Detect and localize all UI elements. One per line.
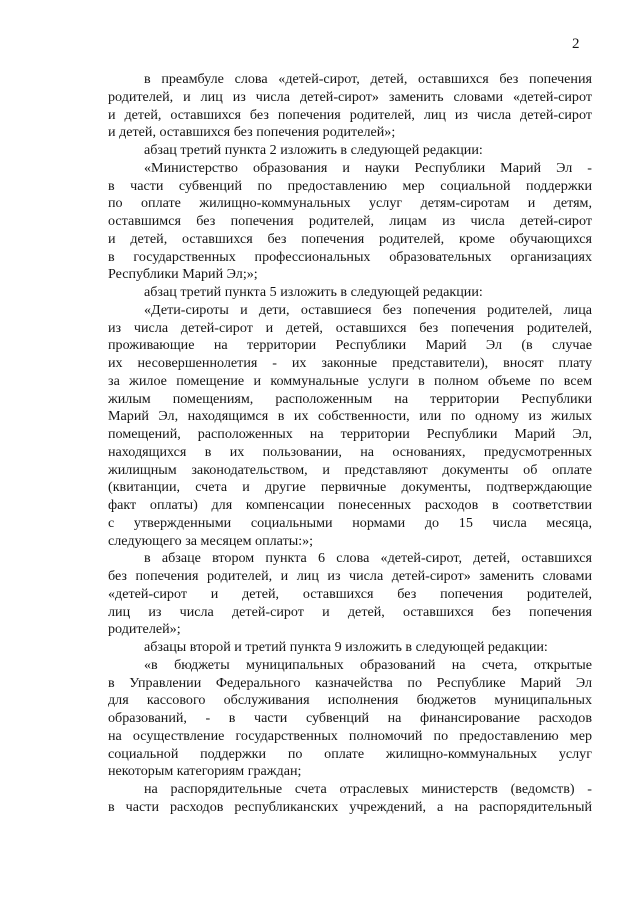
text-line: в Управлении Федерального казначейства по Республике Марий Эл	[108, 674, 592, 691]
text-line: абзац третий пункта 5 изложить в следующей редакции:	[144, 284, 483, 300]
paragraph	[108, 657, 592, 781]
text-line: и детей, оставшихся без попечения родителей»;	[108, 124, 396, 141]
paragraph	[108, 550, 592, 639]
text-line: за жилое помещение и коммунальные услуги в полном объеме по всем	[108, 372, 592, 389]
text-line: (квитанции, счета и другие первичные документы, подтверждающие	[108, 479, 592, 496]
text-line: из числа детей-сирот и детей, оставшихся без попечения родителей,	[108, 319, 592, 336]
text-line: социальной поддержки по оплате жилищно-коммунальных услуг	[108, 745, 592, 762]
text-line: на распорядительные счета отраслевых министерств (ведомств) -	[144, 781, 592, 797]
paragraph	[108, 160, 592, 284]
text-line: «детей-сирот и детей, оставшихся без попечения родителей,	[108, 585, 592, 602]
text-line: и детей, оставшихся без попечения родителей, кроме обучающихся	[108, 230, 592, 247]
text-line: в абзаце втором пункта 6 слова «детей-сирот, детей, оставшихся	[144, 550, 592, 567]
text-line: для кассового обслуживания исполнения бюджетов муниципальных	[108, 692, 592, 709]
text-line: в государственных профессиональных образовательных организациях	[108, 248, 592, 265]
text-line: абзац третий пункта 2 изложить в следующей редакции:	[144, 142, 483, 158]
text-line: в части субвенций по предоставлению мер социальной поддержки	[108, 177, 592, 194]
text-line: на осуществление государственных полномочий по предоставлению мер	[108, 727, 592, 744]
text-line: родителей, и лиц из числа детей-сирот» заменить словами «детей-сирот	[108, 88, 592, 105]
paragraph	[108, 302, 592, 551]
text-line: Республики Марий Эл;»;	[108, 266, 258, 283]
text-line: без попечения родителей, и лиц из числа детей-сирот» заменить словами	[108, 568, 592, 584]
text-line: лиц из числа детей-сирот и детей, оставшихся без попечения	[108, 603, 592, 620]
document-body	[108, 71, 592, 817]
text-line: жилым помещениям, расположенным на территории Республики	[108, 390, 592, 407]
paragraph	[108, 142, 592, 160]
text-line: их несовершеннолетия - их законные представители), вносят плату	[108, 355, 592, 371]
page-number: 2	[572, 36, 580, 52]
paragraph	[108, 639, 592, 657]
text-line: «Министерство образования и науки Республики Марий Эл -	[144, 159, 592, 176]
text-line: следующего за месяцем оплаты:»;	[108, 532, 314, 549]
text-line: проживающие на территории Республики Марий Эл (в случае	[108, 337, 592, 354]
paragraph	[108, 71, 592, 142]
text-line: по оплате жилищно-коммунальных услуг детям-сиротам и детям,	[108, 195, 592, 212]
text-line: и детей, оставшихся без попечения родителей, лиц из числа детей-сирот	[108, 106, 592, 123]
text-line: в преамбуле слова «детей-сирот, детей, оставшихся без попечения	[144, 71, 592, 87]
text-line: «Дети-сироты и дети, оставшиеся без попечения родителей, лица	[144, 301, 592, 318]
text-line: оставшимся без попечения родителей, лицам из числа детей-сирот	[108, 213, 592, 229]
text-line: абзацы второй и третий пункта 9 изложить в следующей редакции:	[144, 639, 548, 655]
paragraph	[108, 781, 592, 817]
text-line: факт оплаты) для компенсации понесенных расходов в соответствии	[108, 497, 592, 513]
text-line: некоторым категориям граждан;	[108, 763, 302, 780]
text-line: родителей»;	[108, 621, 181, 638]
text-line: в части расходов республиканских учреждений, а на распорядительный	[108, 798, 592, 815]
text-line: «в бюджеты муниципальных образований на счета, открытые	[144, 656, 592, 673]
text-line: Марий Эл, находящимся в их собственности, или по одному из жилых	[108, 408, 592, 425]
paragraph	[108, 284, 592, 302]
text-line: с утвержденными социальными нормами до 15 числа месяца,	[108, 514, 592, 531]
text-line: помещений, расположенных на территории Республики Марий Эл,	[108, 426, 592, 442]
text-line: находящихся в их пользовании, на основаниях, предусмотренных	[108, 443, 592, 460]
text-line: жилищным законодательством, и представляют документы об оплате	[108, 461, 592, 478]
text-line: образований, - в части субвенций на финансирование расходов	[108, 710, 592, 726]
